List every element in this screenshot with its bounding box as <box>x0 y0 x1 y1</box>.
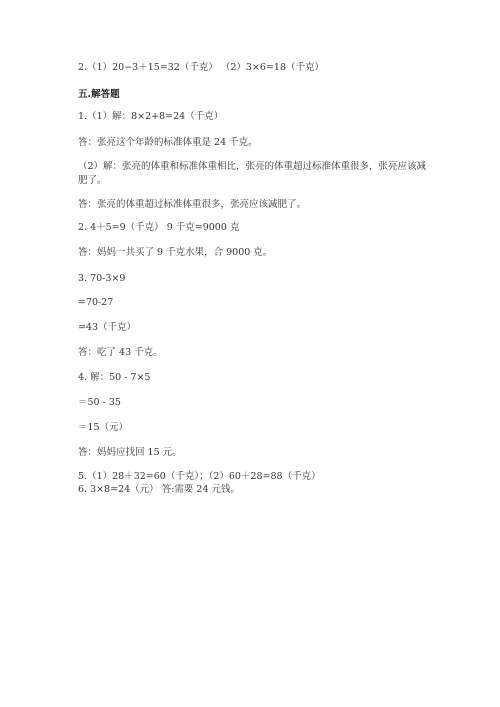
answer-3-step: =70-27 <box>78 297 114 308</box>
answer-5-line: 5.（1）28＋32=60（千克）；（2）60＋28=88（千克） <box>78 471 321 482</box>
answer-1-1-result: 答：张亮这个年龄的标准体重是 24 千克。 <box>78 137 258 148</box>
answer-q2-line: 2.（1）20−3＋15=32（千克） （2）3×6=18（千克） <box>78 62 324 73</box>
answer-3-result: 答：吃了 43 千克。 <box>78 347 163 358</box>
answer-3-expression: 3. 70-3×9 <box>78 273 126 284</box>
answer-4-expression: 4. 解：50 - 7×5 <box>78 372 151 383</box>
answer-1-2-solution: （2）解：张亮的体重和标准体重相比，张亮的体重超过标准体重很多，张亮应该减肥了。 <box>78 161 427 186</box>
answer-4-result: 答：妈妈应找回 15 元。 <box>78 447 182 458</box>
answer-1-2-result: 答：张亮的体重超过标准体重很多，张亮应该减肥了。 <box>78 199 307 210</box>
answer-2-result: 答：妈妈一共买了 9 千克水果，合 9000 克。 <box>78 247 273 258</box>
section-heading: 五.解答题 <box>78 89 120 100</box>
answer-6-line: 6. 3×8=24（元） 答:需要 24 元钱。 <box>78 484 241 495</box>
answer-3-value: =43（千克） <box>78 322 137 333</box>
answer-4-value: ＝15（元） <box>78 422 129 433</box>
answer-1-1-solution: 1.（1）解：8×2+8=24（千克） <box>78 111 224 122</box>
answer-2-solution: 2. 4＋5=9（千克） 9 千克=9000 克 <box>78 222 240 233</box>
answer-4-step: ＝50 - 35 <box>78 397 121 408</box>
